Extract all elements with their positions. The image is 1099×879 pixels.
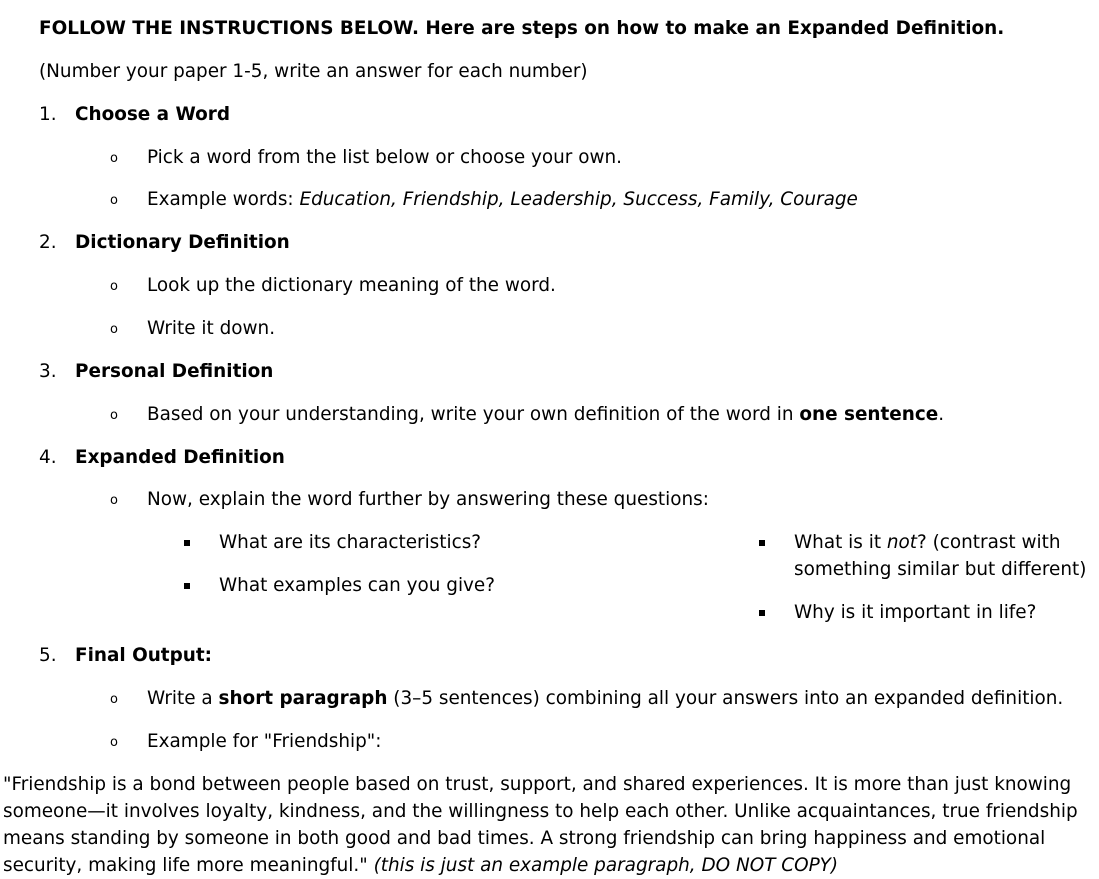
example-paragraph-text: "Friendship is a bond between people based on trust, support, and shared experiences. It is more than just knowing someone—it involves loyalty, kindness, and the willingness to help each other. Unlike acquaintances, true friendship means standing by someone in both good and bad times. A strong friendship can bring happiness and emotional security, making life more meaningful." [3,774,1078,876]
step-1-item-2 [147,186,858,213]
step-5-item-1-end: (3–5 sentences) combining all your answers into an expanded definition. [387,688,1064,709]
step-4-title: Expanded Definition [75,447,285,468]
step-5-number: 5. [39,645,57,666]
question-not-end: ? (contrast with [917,532,1061,553]
step-4-item: Now, explain the word further by answering these questions: [147,489,709,510]
circle-bullet-icon: o [110,322,118,337]
question-examples: What examples can you give? [219,575,496,596]
step-5-item-2: Example for "Friendship": [147,731,382,752]
question-characteristics: What are its characteristics? [219,532,482,553]
step-1-item-1: Pick a word from the list below or choose your own. [147,147,622,168]
example-paragraph [3,771,1097,879]
question-not-line-2: something similar but different) [794,559,1087,580]
step-4-number: 4. [39,447,57,468]
circle-bullet-icon: o [110,735,118,750]
step-3-number: 3. [39,361,57,382]
document-heading: FOLLOW THE INSTRUCTIONS BELOW. Here are steps on how to make an Expanded Definition. [39,18,1005,39]
step-1-number: 1. [39,104,57,125]
question-not-start: What is it [794,532,887,553]
step-2-item-1: Look up the dictionary meaning of the word. [147,275,556,296]
example-words-list: Education, Friendship, Leadership, Success, Family, Courage [299,189,858,210]
step-3-item-end: . [938,404,945,425]
step-3-title: Personal Definition [75,361,274,382]
step-3-item-start: Based on your understanding, write your own definition of the word in [147,404,800,425]
step-3-item-bold: one sentence [799,404,939,425]
circle-bullet-icon: o [110,279,118,294]
circle-bullet-icon: o [110,151,118,166]
example-words-label: Example words: [147,189,300,210]
step-2-title: Dictionary Definition [75,232,290,253]
step-2-number: 2. [39,232,57,253]
step-5-item-1 [147,685,1063,712]
question-not-italic: not [886,532,917,553]
step-2-item-2: Write it down. [147,318,276,339]
circle-bullet-icon: o [110,692,118,707]
circle-bullet-icon: o [110,493,118,508]
square-bullet-icon [759,540,765,546]
step-5-title: Final Output: [75,645,212,666]
circle-bullet-icon: o [110,193,118,208]
circle-bullet-icon: o [110,408,118,423]
example-paragraph-note: (this is just an example paragraph, DO NOT COPY) [373,855,839,876]
step-5-item-1-bold: short paragraph [218,688,388,709]
intro-instruction: (Number your paper 1-5, write an answer for each number) [39,61,588,82]
question-not [794,529,1061,556]
square-bullet-icon [759,610,765,616]
step-1-title: Choose a Word [75,104,230,125]
step-5-item-1-start: Write a [147,688,219,709]
question-important: Why is it important in life? [794,602,1037,623]
square-bullet-icon [184,540,190,546]
step-3-item [147,401,944,428]
square-bullet-icon [184,583,190,589]
